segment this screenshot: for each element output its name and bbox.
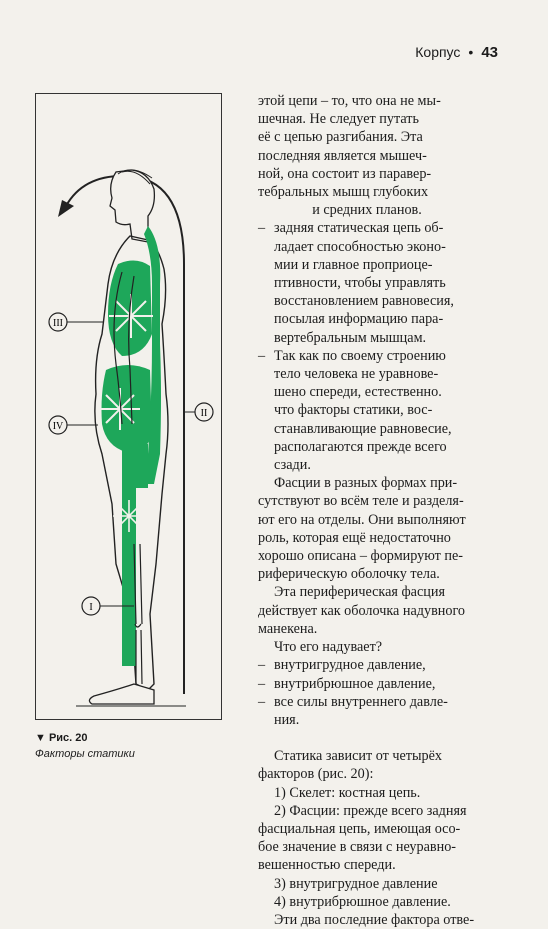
text-line: 4) внутрибрюшное давление.	[274, 893, 451, 910]
list-text: внутригрудное давление,	[274, 657, 426, 674]
text-line: риферическую оболочку тела.	[258, 566, 440, 583]
bullet-item	[258, 219, 476, 346]
text-line: 2) Фасции: прежде всего задняя	[274, 802, 467, 819]
label-IV: IV	[52, 421, 64, 432]
text-line: манекена.	[258, 620, 318, 637]
text-line: вешенностью спереди.	[258, 857, 396, 874]
text-line: 3) внутригрудное давление	[274, 875, 438, 892]
text-line: сутствуют во всём теле и разделя-	[258, 493, 464, 510]
text-line: задняя статическая цепь об-	[274, 220, 444, 237]
text-line: ния.	[274, 711, 300, 728]
label-II: II	[200, 408, 208, 419]
text-line: мии и главное проприоце-	[274, 256, 433, 273]
caption-text: Факторы статики	[35, 748, 135, 760]
text-line: бое значение в связи с неуравно-	[258, 839, 457, 856]
text-line: Статика зависит от четырёх	[274, 748, 443, 765]
text-line: этой цепи – то, что она не мы-	[258, 93, 441, 109]
list-dash: –	[258, 657, 266, 674]
text-line: Эти два последние фактора отве-	[274, 911, 475, 928]
text-line: 1) Скелет: костная цепь.	[274, 784, 421, 801]
list-dash: –	[258, 675, 266, 692]
text-line: станавливающие равновесие,	[274, 420, 452, 437]
text-line: сзади.	[274, 457, 311, 474]
page-header	[415, 44, 498, 61]
text-line: Что его надувает?	[274, 639, 383, 656]
running-title: Корпус	[415, 44, 461, 60]
text-line: ной, она состоит из паравер-	[258, 165, 432, 182]
text-line: хорошо описана – формируют пе-	[258, 548, 464, 565]
figure-caption	[35, 730, 225, 762]
list-item	[258, 656, 476, 674]
label-I: I	[89, 602, 93, 613]
bullet-item	[258, 347, 476, 474]
arrow-head-icon	[58, 200, 74, 217]
text-line: вертебральным мышцам.	[274, 329, 427, 346]
text-line: Эта периферическая фасция	[274, 584, 445, 601]
body-text	[258, 92, 476, 929]
page-number: 43	[481, 44, 498, 61]
text-line: последняя является мышеч-	[258, 147, 427, 164]
text-line: птивности, чтобы управлять	[274, 275, 446, 292]
list-text: внутрибрюшное давление,	[274, 675, 436, 692]
text-line: Фасции в разных формах при-	[274, 475, 458, 492]
header-bullet: •	[468, 44, 474, 60]
text-line: тебральных мышц глубоких	[258, 184, 429, 201]
statics-figure	[36, 94, 223, 721]
text-line: все силы внутреннего давле-	[274, 693, 448, 710]
bullet-dash: –	[258, 347, 266, 364]
list-item	[258, 675, 476, 693]
label-III: III	[53, 318, 63, 329]
text-line: тело человека не уравнове-	[274, 366, 439, 383]
leg-joint-icon	[113, 500, 145, 532]
caption-number: Рис. 20	[48, 732, 88, 744]
text-line: восстановлением равновесия,	[274, 293, 454, 310]
text-line: посылая информацию пара-	[274, 311, 444, 328]
text-line: её с цепью разгибания. Эта	[258, 129, 423, 146]
text-line: фасциальная цепь, имеющая осо-	[258, 820, 461, 837]
text-line: ладает способностью эконо-	[274, 238, 446, 255]
text-line: и средних планов.	[312, 202, 422, 219]
foot-outline	[89, 684, 154, 704]
text-line: Так как по своему строению	[274, 347, 446, 364]
text-line: шечная. Не следует путать	[258, 111, 419, 128]
list-item	[258, 693, 476, 729]
text-line: что факторы статики, вос-	[274, 402, 433, 419]
caption-marker-icon: ▼	[35, 732, 46, 744]
text-line: ют его на отделы. Они выполняют	[258, 511, 466, 528]
text-line: располагаются прежде всего	[274, 438, 447, 455]
bullet-dash: –	[258, 220, 266, 237]
text-line: роль, которая ещё недостаточно	[258, 529, 451, 546]
text-line: шено спереди, естественно.	[274, 384, 442, 401]
text-line: действует как оболочка надувного	[258, 602, 466, 619]
text-line: факторов (рис. 20):	[258, 766, 374, 783]
list-dash: –	[258, 693, 266, 710]
figure-frame	[35, 93, 222, 720]
